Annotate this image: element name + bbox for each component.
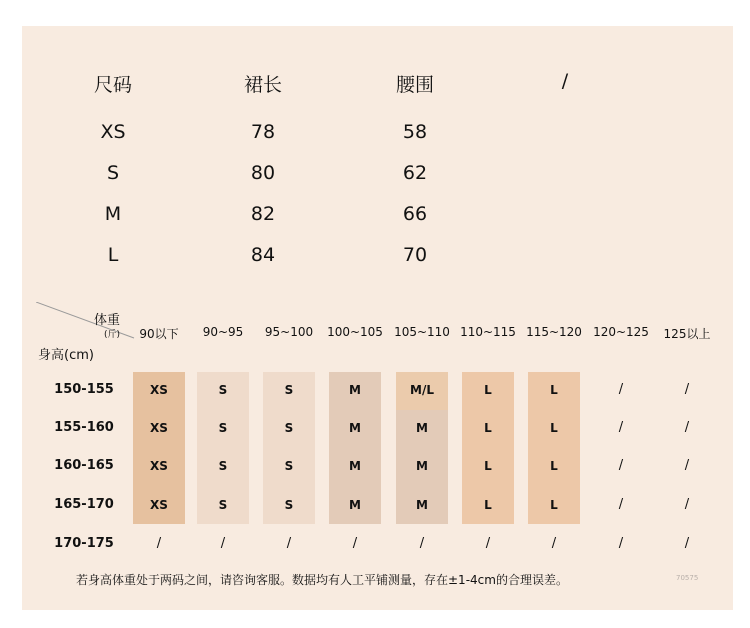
recommended-size-cell: M <box>349 459 361 473</box>
header-skirt-length: 裙长 <box>243 74 283 96</box>
watermark: 70575 <box>676 574 699 582</box>
recommended-size-cell: S <box>284 421 294 435</box>
recommended-size-cell: L <box>484 421 492 435</box>
recommended-size-cell: L <box>550 498 558 512</box>
height-row-header: 160-165 <box>54 458 114 473</box>
weight-column-header: 90以下 <box>139 327 179 341</box>
recommended-size-cell: / <box>684 420 690 435</box>
weight-column-header: 125以上 <box>663 327 711 341</box>
header-waist: 腰围 <box>395 74 435 96</box>
size-label: XS <box>100 121 126 143</box>
size-label: S <box>106 162 120 184</box>
recommended-size-cell: L <box>550 459 558 473</box>
header-diagonal-line <box>36 302 136 342</box>
header-blank: / <box>561 70 569 92</box>
recommended-size-cell: XS <box>150 421 168 435</box>
skirt-length-value: 84 <box>250 244 276 266</box>
recommended-size-cell: / <box>286 536 292 551</box>
weight-column-header: 115~120 <box>526 325 582 339</box>
recommended-size-cell: / <box>684 536 690 551</box>
header-size: 尺码 <box>93 74 133 96</box>
waist-value: 58 <box>402 121 428 143</box>
height-row-header: 155-160 <box>54 420 114 435</box>
recommended-size-cell: / <box>485 536 491 551</box>
recommended-size-cell: / <box>551 536 557 551</box>
recommended-size-cell: M <box>349 498 361 512</box>
recommended-size-cell: M <box>416 459 428 473</box>
size-label: L <box>107 244 119 266</box>
recommended-size-cell: M/L <box>410 383 434 397</box>
recommended-size-cell: / <box>684 458 690 473</box>
recommended-size-cell: M <box>416 421 428 435</box>
skirt-length-value: 78 <box>250 121 276 143</box>
recommended-size-cell: / <box>156 536 162 551</box>
waist-value: 66 <box>402 203 428 225</box>
recommended-size-cell: L <box>484 383 492 397</box>
size-advice-note: 若身高体重处于两码之间，请咨询客服。数据均有人工平铺测量，存在±1-4cm的合理误差。 <box>76 573 568 587</box>
recommended-size-cell: S <box>218 383 228 397</box>
recommended-size-cell: / <box>352 536 358 551</box>
skirt-length-value: 82 <box>250 203 276 225</box>
recommended-size-cell: L <box>550 383 558 397</box>
recommended-size-cell: M <box>416 498 428 512</box>
weight-unit: (斤) <box>104 330 121 340</box>
recommended-size-cell: L <box>484 498 492 512</box>
waist-value: 62 <box>402 162 428 184</box>
recommended-size-cell: / <box>618 497 624 512</box>
recommended-size-cell: S <box>218 421 228 435</box>
weight-title: 体重 <box>94 313 121 328</box>
recommended-size-cell: L <box>484 459 492 473</box>
size-label: M <box>104 203 122 225</box>
recommended-size-cell: S <box>218 498 228 512</box>
recommended-size-cell: / <box>684 497 690 512</box>
height-row-header: 165-170 <box>54 497 114 512</box>
recommended-size-cell: / <box>618 458 624 473</box>
recommended-size-cell: S <box>284 459 294 473</box>
weight-column-header: 90~95 <box>202 325 244 339</box>
recommended-size-cell: / <box>618 536 624 551</box>
waist-value: 70 <box>402 244 428 266</box>
recommended-size-cell: / <box>419 536 425 551</box>
recommended-size-cell: / <box>684 382 690 397</box>
recommended-size-cell: / <box>618 420 624 435</box>
recommended-size-cell: M <box>349 421 361 435</box>
recommended-size-cell: XS <box>150 498 168 512</box>
recommended-size-cell: S <box>284 498 294 512</box>
recommended-size-cell: XS <box>150 383 168 397</box>
weight-column-header: 95~100 <box>264 325 314 339</box>
weight-column-header: 110~115 <box>460 325 516 339</box>
height-row-header: 150-155 <box>54 382 114 397</box>
recommended-size-cell: / <box>618 382 624 397</box>
height-title: 身高(cm) <box>38 348 94 363</box>
recommended-size-cell: S <box>284 383 294 397</box>
weight-column-header: 120~125 <box>593 325 649 339</box>
weight-column-header: 105~110 <box>394 325 450 339</box>
weight-column-header: 100~105 <box>327 325 383 339</box>
recommended-size-cell: S <box>218 459 228 473</box>
recommended-size-cell: XS <box>150 459 168 473</box>
recommended-size-cell: L <box>550 421 558 435</box>
recommended-size-cell: / <box>220 536 226 551</box>
height-row-header: 170-175 <box>54 536 114 551</box>
skirt-length-value: 80 <box>250 162 276 184</box>
recommended-size-cell: M <box>349 383 361 397</box>
